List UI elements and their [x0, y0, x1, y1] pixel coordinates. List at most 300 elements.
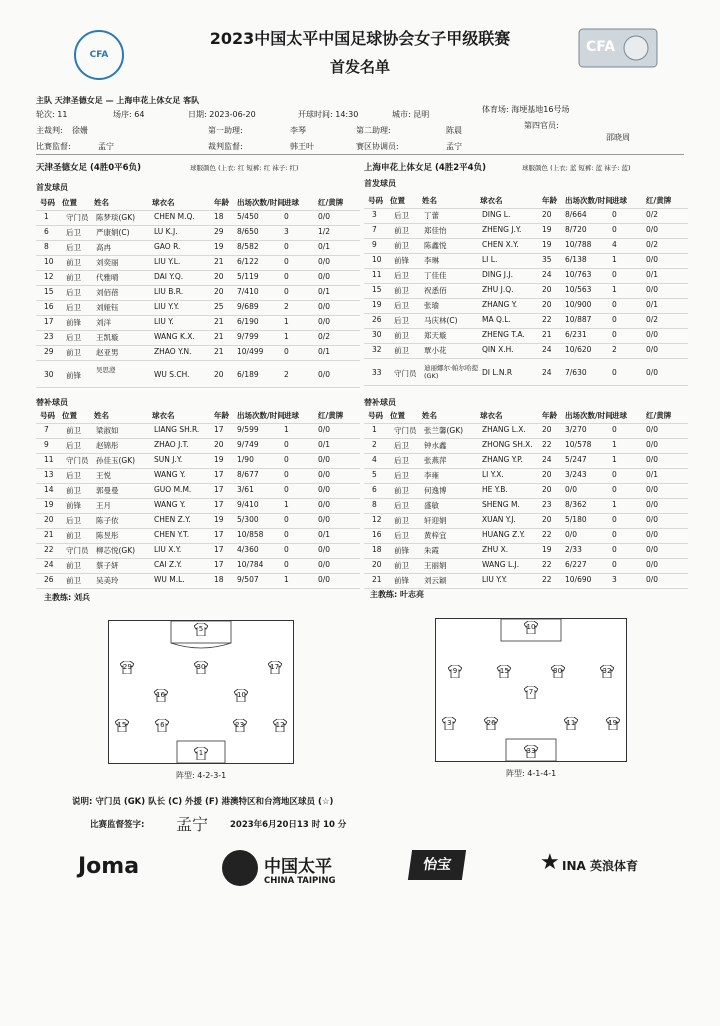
shirt-number: 23: [235, 721, 245, 730]
player-cell: 0: [284, 272, 289, 281]
player-cell: 5/247: [565, 455, 587, 464]
player-cell: 18: [372, 545, 382, 554]
player-cell: 1: [372, 425, 377, 434]
player-shirt-marker: [524, 686, 538, 699]
player-row: [36, 573, 360, 589]
shirt-number: 7: [528, 687, 534, 696]
player-row: [36, 285, 360, 301]
ref-supervisor-label: 裁判监督:: [208, 142, 243, 151]
player-cell: 24: [542, 270, 552, 279]
player-cell: 9/507: [237, 575, 259, 584]
player-cell: 1: [612, 285, 617, 294]
player-cell: 8/582: [237, 242, 259, 251]
player-cell: 前锋: [66, 501, 81, 510]
player-row: [364, 363, 688, 386]
player-cell: 20: [214, 272, 224, 281]
shirt-number: 1: [198, 749, 204, 758]
player-cell: 后卫: [394, 471, 409, 480]
player-cell: 0/0: [646, 575, 659, 584]
player-cell: WANG Y.: [154, 470, 186, 479]
player-cell: 21: [44, 530, 54, 539]
player-cell: 19: [542, 545, 552, 554]
ar1: 李琴: [290, 126, 306, 135]
player-cell: 19: [214, 242, 224, 251]
player-cell: LIU Y.L.: [154, 257, 181, 266]
legend-note: 说明: 守门员 (GK) 队长 (C) 外援 (F) 港澳特区和台湾地区球员 (☆): [72, 797, 334, 807]
player-shirt-marker: [273, 719, 287, 732]
column-header: 出场次数/时间: [237, 198, 285, 207]
player-cell: 8/650: [237, 227, 259, 236]
player-cell: 前卫: [66, 273, 81, 282]
away-formation-pitch: [435, 618, 627, 762]
column-header: 号码: [368, 196, 383, 205]
player-cell: 前卫: [394, 486, 409, 495]
player-cell: 前卫: [66, 426, 81, 435]
player-cell: 20: [542, 300, 552, 309]
player-cell: 0: [284, 470, 289, 479]
player-row: [36, 498, 360, 514]
player-cell: 前卫: [66, 348, 81, 357]
player-cell: 0: [284, 257, 289, 266]
player-cell: 后卫: [66, 243, 81, 252]
player-cell: 18: [214, 575, 224, 584]
player-row: [36, 528, 360, 544]
column-header: 红/黄牌: [646, 411, 672, 420]
player-row: [364, 298, 688, 314]
round: 轮次: 11: [36, 110, 68, 119]
player-row: [364, 573, 688, 589]
player-cell: 前卫: [394, 241, 409, 250]
player-cell: ZHENG T.A.: [482, 330, 525, 339]
player-cell: SUN J.Y.: [154, 455, 183, 464]
player-cell: 0/0: [646, 225, 659, 234]
pitch-lines: [109, 621, 293, 763]
player-cell: HE Y.B.: [482, 485, 508, 494]
player-cell: 13: [44, 470, 54, 479]
player-cell: 0: [284, 212, 289, 221]
player-cell: 0/2: [646, 210, 659, 219]
player-cell: XUAN Y.J.: [482, 515, 516, 524]
player-cell: 5/180: [565, 515, 587, 524]
player-cell: 2: [284, 302, 289, 311]
column-header: 球衣名: [480, 411, 503, 420]
player-cell: 20: [542, 210, 552, 219]
player-cell: 9/410: [237, 500, 259, 509]
player-cell: 9/599: [237, 425, 259, 434]
away-coach: 叶志亮: [400, 590, 424, 599]
player-cell: 0/0: [318, 257, 331, 266]
player-cell: 10: [44, 257, 54, 266]
player-cell: 0/0: [318, 212, 331, 221]
player-cell: 后卫: [394, 211, 409, 220]
player-cell: 20: [542, 285, 552, 294]
player-cell: 18: [214, 212, 224, 221]
player-cell: 守门员: [394, 426, 417, 435]
player-cell: 24: [542, 368, 552, 377]
player-cell: 0/0: [318, 560, 331, 569]
player-row: [36, 240, 360, 256]
player-cell: MA Q.L.: [482, 315, 511, 324]
player-row: [36, 438, 360, 454]
player-cell: 陈昱彤: [96, 531, 119, 540]
player-cell: 5/119: [237, 272, 259, 281]
player-cell: 14: [44, 485, 54, 494]
player-cell: 0/1: [318, 530, 331, 539]
player-cell: 吴美玲: [96, 576, 119, 585]
column-header: 球衣名: [480, 196, 503, 205]
divider: [36, 154, 684, 155]
player-cell: 前锋: [66, 371, 81, 380]
player-cell: 0/0: [318, 425, 331, 434]
player-cell: 20: [44, 515, 54, 524]
player-cell: 10/900: [565, 300, 592, 309]
player-cell: 10/858: [237, 530, 264, 539]
player-cell: 0/0: [646, 425, 659, 434]
player-cell: 17: [214, 530, 224, 539]
away-subs-heading: 替补球员: [364, 398, 396, 407]
player-cell: 3/243: [565, 470, 587, 479]
player-cell: 24: [542, 345, 552, 354]
supervisor: 孟宁: [98, 142, 114, 151]
player-cell: 5/450: [237, 212, 259, 221]
player-cell: 10/887: [565, 315, 592, 324]
player-cell: 0: [612, 560, 617, 569]
column-header: 位置: [390, 196, 405, 205]
player-row: [36, 225, 360, 241]
player-cell: 5: [372, 470, 377, 479]
player-row: [36, 210, 360, 226]
player-cell: 梁淑如: [96, 426, 119, 435]
player-cell: 11: [44, 455, 54, 464]
player-row: [364, 453, 688, 469]
away-starters-table: [364, 193, 688, 398]
column-header: 进球: [612, 196, 627, 205]
player-cell: 0/1: [646, 470, 659, 479]
player-cell: 刘洋: [96, 318, 111, 327]
player-cell: 代雅晴: [96, 273, 119, 282]
player-cell: 19: [542, 225, 552, 234]
column-header: 姓名: [422, 411, 437, 420]
player-cell: 前卫: [394, 516, 409, 525]
player-cell: 前卫: [394, 286, 409, 295]
player-cell: 陈梦琰(GK): [96, 213, 136, 222]
player-cell: GUO M.M.: [154, 485, 192, 494]
player-cell: 0/1: [646, 300, 659, 309]
player-cell: 9/799: [237, 332, 259, 341]
player-cell: 0/0: [646, 255, 659, 264]
player-shirt-marker: [606, 717, 620, 730]
ar1-label: 第一助理:: [208, 126, 243, 135]
player-cell: 6: [372, 485, 377, 494]
player-cell: 轩迎娟: [424, 516, 447, 525]
player-cell: 0/0: [646, 530, 659, 539]
player-cell: 7: [372, 225, 377, 234]
player-cell: ZHANG L.X.: [482, 425, 526, 434]
player-cell: 22: [44, 545, 54, 554]
player-row: [36, 315, 360, 331]
player-cell: ZHU X.: [482, 545, 509, 554]
player-cell: DI L.N.R: [482, 368, 513, 377]
page-title: 2023中国太平中国足球协会女子甲级联赛: [209, 29, 511, 48]
player-cell: 前锋: [394, 576, 409, 585]
player-cell: 0: [612, 315, 617, 324]
player-cell: ZHENG J.Y.: [482, 225, 522, 234]
player-cell: 22: [542, 575, 552, 584]
player-cell: 30: [372, 330, 382, 339]
player-shirt-marker: [600, 665, 614, 678]
player-cell: 后卫: [394, 301, 409, 310]
player-cell: CHEN X.Y.: [482, 240, 519, 249]
sponsor-cestbon-logo: 怡宝: [408, 850, 466, 880]
player-cell: SHENG M.: [482, 500, 520, 509]
player-cell: 6/122: [237, 257, 259, 266]
player-cell: 17: [44, 317, 54, 326]
player-cell: 8/677: [237, 470, 259, 479]
player-row: [36, 543, 360, 559]
player-cell: 12: [372, 515, 382, 524]
shirt-number: 16: [156, 691, 165, 700]
player-cell: 刘娅钰: [96, 303, 119, 312]
player-cell: 8/664: [565, 210, 587, 219]
player-cell: 前卫: [66, 258, 81, 267]
player-cell: 李雍: [424, 471, 439, 480]
player-cell: 0/1: [646, 270, 659, 279]
player-cell: 赵亚男: [96, 348, 119, 357]
player-cell: 3/61: [237, 485, 254, 494]
player-cell: 赵锦彤: [96, 441, 119, 450]
player-cell: CAI Z.Y.: [154, 560, 182, 569]
player-row: [364, 468, 688, 484]
player-cell: DAI Y.Q.: [154, 272, 184, 281]
player-cell: LIU Y.Y.: [154, 302, 180, 311]
player-cell: 陈子依: [96, 516, 119, 525]
column-header: 姓名: [94, 411, 109, 420]
player-row: [364, 513, 688, 529]
player-cell: 1/2: [318, 227, 331, 236]
player-cell: 0/0: [646, 285, 659, 294]
player-cell: 10/499: [237, 347, 264, 356]
player-cell: 10/563: [565, 285, 592, 294]
column-header: 姓名: [94, 198, 109, 207]
ar2: 陈晨: [446, 126, 462, 135]
away-coach-label: [370, 589, 424, 600]
player-cell: ZHAO Y.N.: [154, 347, 192, 356]
player-cell: 0: [612, 530, 617, 539]
player-cell: 0/0: [646, 515, 659, 524]
player-cell: 张燕萍: [424, 456, 447, 465]
player-cell: 6/227: [565, 560, 587, 569]
player-cell: 前卫: [66, 561, 81, 570]
player-cell: 0/0: [646, 345, 659, 354]
player-cell: 2: [284, 370, 289, 379]
column-header: 红/黄牌: [318, 411, 344, 420]
table-header-row: [364, 408, 688, 424]
player-shirt-marker: [497, 665, 511, 678]
player-cell: 守门员: [66, 546, 89, 555]
table-header-row: [36, 408, 360, 424]
home-subs-table: [36, 408, 360, 588]
player-cell: 李琳: [424, 256, 439, 265]
player-cell: 0: [612, 330, 617, 339]
player-shirt-marker: [524, 745, 538, 758]
player-row: [36, 345, 360, 361]
player-row: [36, 513, 360, 529]
player-cell: 严康娟(C): [96, 228, 130, 237]
player-row: [364, 268, 688, 284]
player-cell: 9: [372, 240, 377, 249]
player-shirt-marker: [194, 623, 208, 636]
player-cell: LIANG SH.R.: [154, 425, 200, 434]
player-cell: 20: [542, 470, 552, 479]
player-cell: 前卫: [394, 331, 409, 340]
player-cell: 30: [44, 370, 54, 379]
player-cell: 10: [372, 255, 382, 264]
column-header: 姓名: [422, 196, 437, 205]
player-cell: 20: [542, 515, 552, 524]
player-cell: ZHONG SH.X.: [482, 440, 533, 449]
away-formation: 阵型: 4-1-4-1: [506, 769, 557, 778]
player-row: [36, 270, 360, 286]
column-header: 位置: [62, 198, 77, 207]
player-cell: 8/720: [565, 225, 587, 234]
player-row: [364, 208, 688, 224]
player-cell: DING L.: [482, 210, 511, 219]
column-header: 年龄: [214, 411, 229, 420]
player-shirt-marker: [155, 719, 169, 732]
player-cell: 17: [214, 485, 224, 494]
player-cell: 1: [612, 255, 617, 264]
player-cell: 0/2: [646, 240, 659, 249]
player-cell: 后卫: [66, 441, 81, 450]
player-cell: 丁蕾: [424, 211, 439, 220]
player-cell: 17: [214, 560, 224, 569]
player-cell: 后卫: [394, 316, 409, 325]
player-cell: 0/0: [565, 485, 578, 494]
player-cell: 0: [612, 545, 617, 554]
player-cell: 10/690: [565, 575, 592, 584]
home-subs-heading: 替补球员: [36, 398, 68, 407]
player-row: [364, 423, 688, 439]
shirt-number: 10: [237, 691, 246, 700]
player-cell: 0/0: [318, 500, 331, 509]
player-cell: 0/0: [318, 515, 331, 524]
player-cell: 守门员: [66, 213, 89, 222]
player-cell: 21: [542, 330, 552, 339]
player-cell: QIN X.H.: [482, 345, 514, 354]
shirt-number: 3: [447, 719, 452, 728]
player-cell: 3: [372, 210, 377, 219]
shirt-number: 26: [486, 719, 496, 728]
player-cell: 0/0: [646, 440, 659, 449]
page-subtitle: 首发名单: [329, 58, 390, 76]
home-formation-pitch: [108, 620, 294, 764]
player-row: [36, 453, 360, 469]
player-shirt-marker: [564, 717, 578, 730]
player-cell: 后卫: [66, 516, 81, 525]
player-cell: 10/788: [565, 240, 592, 249]
player-cell: 张兰馨(GK): [424, 426, 464, 435]
player-cell: 张瑜: [424, 301, 439, 310]
sponsor-china-taiping-en: CHINA TAIPING: [264, 876, 336, 886]
player-row: [364, 313, 688, 329]
player-cell: 0/0: [646, 455, 659, 464]
player-cell: WU S.CH.: [154, 370, 190, 379]
player-cell: 26: [372, 315, 382, 324]
home-kit-colors: 球服颜色 (上衣: 红 短裤: 红 袜子: 红): [190, 164, 299, 172]
player-row: [36, 300, 360, 316]
player-cell: 4: [612, 240, 617, 249]
player-cell: 17: [214, 470, 224, 479]
player-cell: 6/231: [565, 330, 587, 339]
referee-label: 主裁判:: [36, 126, 63, 135]
player-cell: 23: [542, 500, 552, 509]
player-cell: 吴思澄: [96, 366, 116, 374]
player-shirt-marker: [551, 665, 565, 678]
player-cell: 覃小花: [424, 346, 447, 355]
player-cell: 2: [372, 440, 377, 449]
player-cell: 钟水鑫: [424, 441, 447, 450]
player-cell: 0: [612, 368, 617, 377]
player-shirt-marker: [233, 719, 247, 732]
player-cell: 孙佳玉(GK): [96, 456, 136, 465]
player-cell: 1/90: [237, 455, 254, 464]
player-row: [364, 438, 688, 454]
player-cell: LIU Y.Y.: [482, 575, 508, 584]
player-cell: LU K.J.: [154, 227, 178, 236]
column-header: 年龄: [542, 411, 557, 420]
player-cell: 前锋: [394, 546, 409, 555]
player-cell: 郑天璇: [424, 331, 447, 340]
player-cell: 0/0: [318, 302, 331, 311]
player-cell: GAO R.: [154, 242, 181, 251]
home-team-name: 天津圣德女足 (4胜0平6负): [36, 163, 141, 173]
player-cell: 4/360: [237, 545, 259, 554]
supervisor-label: 比赛监督:: [36, 142, 71, 151]
player-cell: 22: [542, 530, 552, 539]
player-cell: 19: [214, 455, 224, 464]
player-cell: 马庆林(C): [424, 316, 458, 325]
player-cell: 2/33: [565, 545, 582, 554]
column-header: 位置: [62, 411, 77, 420]
player-row: [36, 483, 360, 499]
sign-label: 比赛监督签字:: [90, 820, 145, 830]
column-header: 位置: [390, 411, 405, 420]
player-cell: 7/630: [565, 368, 587, 377]
player-cell: 20: [542, 485, 552, 494]
player-cell: 0: [612, 225, 617, 234]
player-cell: 17: [214, 425, 224, 434]
player-row: [364, 528, 688, 544]
player-cell: 25: [214, 302, 224, 311]
shirt-number: 19: [608, 719, 618, 728]
player-shirt-marker: [154, 689, 168, 702]
player-cell: 1: [284, 425, 289, 434]
player-cell: 高冉: [96, 243, 111, 252]
away-coach-label-text: 主教练:: [370, 590, 398, 599]
player-cell: ZHANG Y.: [482, 300, 518, 309]
player-cell: 0/0: [318, 485, 331, 494]
player-cell: 29: [44, 347, 54, 356]
column-header: 出场次数/时间: [565, 411, 613, 420]
player-cell: 0: [612, 300, 617, 309]
player-cell: 后卫: [66, 303, 81, 312]
player-cell: HUANG Z.Y.: [482, 530, 526, 539]
player-cell: WANG Y.: [154, 500, 186, 509]
player-cell: 0/1: [318, 440, 331, 449]
home-starters-heading: 首发球员: [36, 183, 68, 192]
player-cell: 0: [284, 440, 289, 449]
home-coach-label: [44, 592, 90, 603]
